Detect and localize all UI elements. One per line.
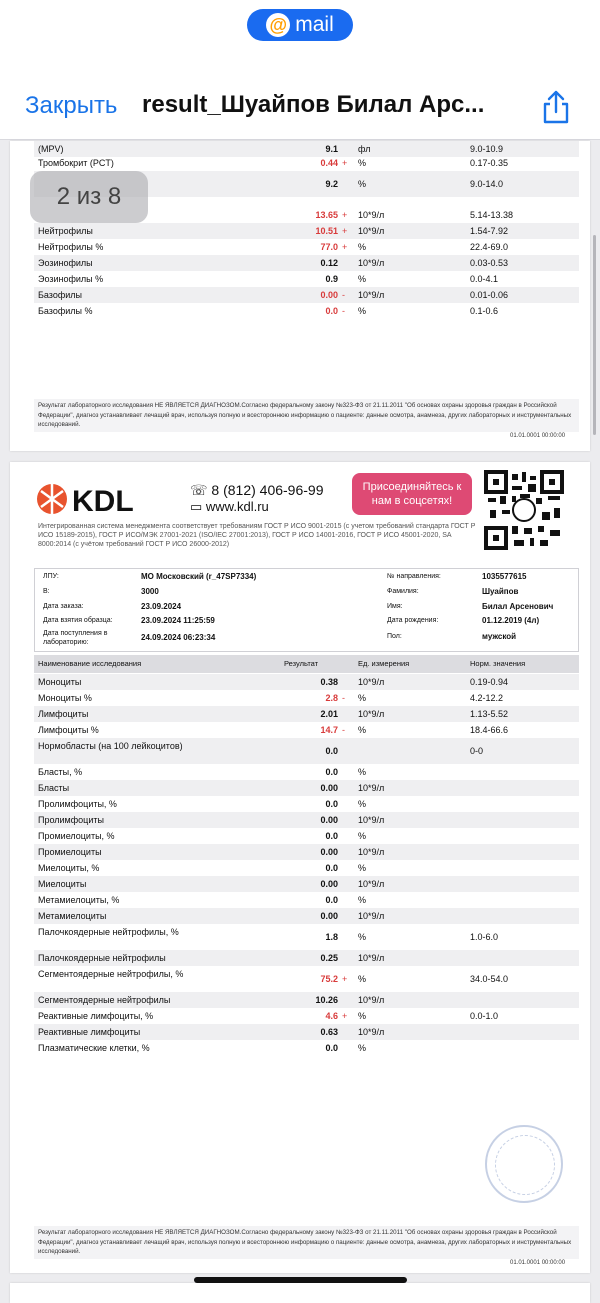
row-name: Эозинофилы % — [38, 274, 104, 284]
row-result: 0.63 — [320, 1027, 338, 1037]
row-name: Реактивные лимфоциты — [38, 1027, 141, 1037]
row-result: 0.25 — [320, 953, 338, 963]
phone-number[interactable]: ☏ 8 (812) 406-96-99 — [190, 482, 324, 498]
table-row — [34, 155, 579, 171]
row-result: 0.0 — [325, 746, 338, 756]
share-icon[interactable] — [537, 88, 575, 126]
row-norm: 0.19-0.94 — [470, 677, 509, 687]
row-norm: 0.01-0.06 — [470, 290, 509, 300]
row-unit: % — [358, 306, 367, 316]
row-norm: 0.0-1.0 — [470, 1011, 499, 1021]
row-result: 4.6 — [325, 1011, 338, 1021]
row-unit: % — [358, 863, 367, 873]
row-unit: % — [358, 158, 367, 168]
row-norm: 9.0-10.9 — [470, 144, 504, 154]
row-result: 0.0 — [325, 831, 338, 841]
at-icon: @ — [266, 13, 290, 37]
row-unit: % — [358, 179, 367, 189]
row-unit: 10*9/л — [358, 815, 385, 825]
row-result: 77.0 — [320, 242, 338, 252]
row-result: 0.00 — [320, 290, 338, 300]
pdf-page-3 — [10, 1283, 590, 1303]
lab-seal-stamp — [485, 1125, 563, 1203]
disclaimer: Результат лабораторного исследования НЕ ЯВЛЯЕТСЯ ДИАГНОЗОМ.Согласно федеральному закону №323-ФЗ от 21.11.2011 "Об основах охраны здоровья граждан в Российской Федерации", диагноз устанавливает лечащий врач, используя полную и всестороннюю информацию о пациенте: данные осмотра, анамнеза, других лабораторных и инструментальных исследований. — [34, 1226, 579, 1259]
kdl-logo — [36, 482, 154, 516]
row-name: Реактивные лимфоциты, % — [38, 1011, 154, 1021]
home-indicator[interactable] — [194, 1277, 407, 1283]
row-flag: - — [342, 306, 345, 316]
table-row — [34, 255, 579, 271]
table-row — [34, 992, 579, 1008]
row-result: 0.00 — [320, 815, 338, 825]
row-unit: 10*9/л — [358, 677, 385, 687]
row-unit: % — [358, 895, 367, 905]
document-title: result_Шуайпов Билал Арс... — [142, 91, 485, 118]
row-name: Палочкоядерные нейтрофилы — [38, 953, 166, 963]
row-name: Базофилы % — [38, 306, 93, 316]
table-row — [34, 908, 579, 924]
row-name: Бласты, % — [38, 767, 83, 777]
row-norm: 0.03-0.53 — [470, 258, 509, 268]
row-unit: % — [358, 1011, 367, 1021]
row-result: 0.0 — [325, 863, 338, 873]
row-unit: % — [358, 974, 367, 984]
row-name: Метамиелоциты, % — [38, 895, 120, 905]
table-row — [34, 223, 579, 239]
table-row — [34, 764, 579, 780]
doc-code: 01.01.0001 00:00:00 — [510, 1260, 566, 1266]
row-unit: 10*9/л — [358, 226, 385, 236]
row-name: Сегментоядерные нейтрофилы, % — [38, 969, 184, 979]
row-unit: % — [358, 1043, 367, 1053]
table-row — [34, 287, 579, 303]
row-result: 0.0 — [325, 895, 338, 905]
disclaimer: Результат лабораторного исследования НЕ ЯВЛЯЕТСЯ ДИАГНОЗОМ.Согласно федеральному закону №323-ФЗ от 21.11.2011 "Об основах охраны здоровья граждан в Российской Федерации", диагноз устанавливает лечащий врач, используя полную и всестороннюю информацию о пациенте: данные осмотра, анамнеза, других лабораторных и инструментальных исследований. — [34, 399, 579, 432]
svg-text:KDL: KDL — [72, 485, 134, 516]
row-unit: % — [358, 242, 367, 252]
row-unit: % — [358, 799, 367, 809]
row-result: 0.0 — [325, 306, 338, 316]
row-norm: 0.1-0.6 — [470, 306, 499, 316]
row-result: 13.65 — [315, 210, 338, 220]
row-result: 9.2 — [325, 179, 338, 189]
qr-code-icon — [484, 470, 564, 550]
row-result: 1.8 — [325, 932, 338, 942]
table-row — [34, 924, 579, 950]
table-row — [34, 1008, 579, 1024]
table-row — [34, 271, 579, 287]
row-flag: + — [342, 1011, 348, 1021]
row-unit: % — [358, 274, 367, 284]
row-name: Промиелоциты — [38, 847, 102, 857]
row-name: Нейтрофилы — [38, 226, 93, 236]
row-norm: 22.4-69.0 — [470, 242, 509, 252]
row-name: Нормобласты (на 100 лейкоцитов) — [38, 741, 183, 751]
row-result: 0.38 — [320, 677, 338, 687]
row-name: Сегментоядерные нейтрофилы — [38, 995, 171, 1005]
row-unit: 10*9/л — [358, 290, 385, 300]
row-name: Бласты — [38, 783, 70, 793]
row-result: 0.0 — [325, 1043, 338, 1053]
table-row — [34, 706, 579, 722]
row-flag: + — [342, 242, 348, 252]
close-button[interactable]: Закрыть — [25, 92, 118, 119]
table-row — [34, 892, 579, 908]
row-name: Миелоциты, % — [38, 863, 100, 873]
row-name: Плазматические клетки, % — [38, 1043, 150, 1053]
row-flag: - — [342, 290, 345, 300]
website-link[interactable]: ▭ www.kdl.ru — [190, 499, 269, 514]
row-unit: % — [358, 725, 367, 735]
row-name: Пролимфоциты, % — [38, 799, 117, 809]
row-name: Нейтрофилы % — [38, 242, 104, 252]
table-row — [34, 828, 579, 844]
row-name: Моноциты % — [38, 693, 92, 703]
table-row — [34, 674, 579, 690]
scrollbar[interactable] — [593, 235, 596, 435]
row-name: Лимфоциты — [38, 709, 89, 719]
table-row — [34, 722, 579, 738]
row-result: 0.0 — [325, 767, 338, 777]
row-name: Тромбокрит (PCT) — [38, 158, 114, 168]
table-row — [34, 1024, 579, 1040]
row-norm: 1.54-7.92 — [470, 226, 509, 236]
row-norm: 9.0-14.0 — [470, 179, 504, 189]
table-row — [34, 860, 579, 876]
social-promo: Присоединяйтесь к нам в соцсетях! — [352, 473, 472, 515]
row-flag: - — [342, 725, 345, 735]
row-name: Базофилы — [38, 290, 82, 300]
mail-brand-label: mail — [295, 13, 334, 36]
row-unit: 10*9/л — [358, 995, 385, 1005]
table-row — [34, 812, 579, 828]
row-name: Моноциты — [38, 677, 82, 687]
table-row — [34, 1040, 579, 1056]
row-flag: - — [342, 693, 345, 703]
row-unit: 10*9/л — [358, 1027, 385, 1037]
table-row — [34, 738, 579, 764]
row-unit: 10*9/л — [358, 709, 385, 719]
row-result: 9.1 — [325, 144, 338, 154]
row-name: Промиелоциты, % — [38, 831, 115, 841]
row-result: 0.12 — [320, 258, 338, 268]
table-row — [34, 690, 579, 706]
row-result: 2.01 — [320, 709, 338, 719]
row-norm: 1.13-5.52 — [470, 709, 509, 719]
results-table-header: Наименование исследования Результат Ед. измерения Норм. значения — [34, 655, 579, 673]
row-norm: 0.0-4.1 — [470, 274, 499, 284]
row-result: 14.7 — [320, 725, 338, 735]
row-result: 0.00 — [320, 879, 338, 889]
row-unit: фл — [358, 144, 371, 154]
table-row — [34, 780, 579, 796]
row-norm: 18.4-66.6 — [470, 725, 509, 735]
row-result: 0.44 — [320, 158, 338, 168]
table-row — [34, 950, 579, 966]
row-unit: 10*9/л — [358, 783, 385, 793]
row-flag: + — [342, 226, 348, 236]
row-result: 10.26 — [315, 995, 338, 1005]
row-unit: 10*9/л — [358, 847, 385, 857]
row-norm: 0.17-0.35 — [470, 158, 509, 168]
table-row — [34, 796, 579, 812]
row-unit: 10*9/л — [358, 879, 385, 889]
table-row — [34, 844, 579, 860]
row-norm: 4.2-12.2 — [470, 693, 504, 703]
row-unit: 10*9/л — [358, 210, 385, 220]
row-unit: % — [358, 932, 367, 942]
row-result: 0.00 — [320, 783, 338, 793]
table-row — [34, 876, 579, 892]
patient-info: ЛПУ: МО Московский (r_47SP7334) В: 3000 Дата заказа: 23.09.2024 Дата взятия образца: 23.09.2024 11:25:59 Дата поступления в лабораторию: 24.09.2024 06:23:34 № направления: 1035577615 Фамилия: Шуайпов Имя: Билал Арсенович Дата рождения: 01.12.2019 (4л) Пол: мужской — [34, 568, 579, 652]
row-norm: 0-0 — [470, 746, 484, 756]
table-row — [34, 303, 579, 319]
row-unit: % — [358, 831, 367, 841]
row-flag: + — [342, 158, 348, 168]
row-result: 2.8 — [325, 693, 338, 703]
row-norm: 34.0-54.0 — [470, 974, 509, 984]
row-name: (MPV) — [38, 144, 64, 154]
doc-code: 01.01.0001 00:00:00 — [510, 433, 566, 439]
table-row — [34, 966, 579, 992]
row-flag: + — [342, 210, 348, 220]
row-norm: 5.14-13.38 — [470, 210, 514, 220]
mail-app-pill[interactable] — [247, 9, 353, 41]
row-result: 0.00 — [320, 847, 338, 857]
row-result: 0.00 — [320, 911, 338, 921]
row-name: Лимфоциты % — [38, 725, 99, 735]
row-result: 0.0 — [325, 799, 338, 809]
row-name: Пролимфоциты — [38, 815, 104, 825]
row-unit: % — [358, 767, 367, 777]
pdf-page-2 — [10, 462, 590, 1273]
row-result: 0.9 — [325, 274, 338, 284]
page-indicator: 2 из 8 — [30, 171, 148, 223]
row-norm: 1.0-6.0 — [470, 932, 499, 942]
row-unit: 10*9/л — [358, 911, 385, 921]
row-unit: 10*9/л — [358, 953, 385, 963]
row-result: 75.2 — [320, 974, 338, 984]
row-unit: % — [358, 693, 367, 703]
viewer-header — [0, 0, 600, 140]
row-flag: + — [342, 974, 348, 984]
row-result: 10.51 — [315, 226, 338, 236]
row-name: Миелоциты — [38, 879, 87, 889]
iso-certification: Интегрированная система менеджмента соответствует требованиям ГОСТ Р ИСО 9001-2015 (с учетом требований стандарта ГОСТ Р ИСО 15189-2015), ГОСТ Р ИСО/МЭК 27001-2021 (ISO/IEC 27001:2013), ГОСТ Р ИСО 14001-2016, ГОСТ Р ИСО 45001-2020, SA 8000:2014 (с учётом требований ГОСТ Р ИСО 26000-2012) — [38, 523, 476, 548]
row-unit: 10*9/л — [358, 258, 385, 268]
row-name: Эозинофилы — [38, 258, 93, 268]
row-name: Палочкоядерные нейтрофилы, % — [38, 927, 179, 937]
row-name: Метамиелоциты — [38, 911, 107, 921]
table-row — [34, 239, 579, 255]
